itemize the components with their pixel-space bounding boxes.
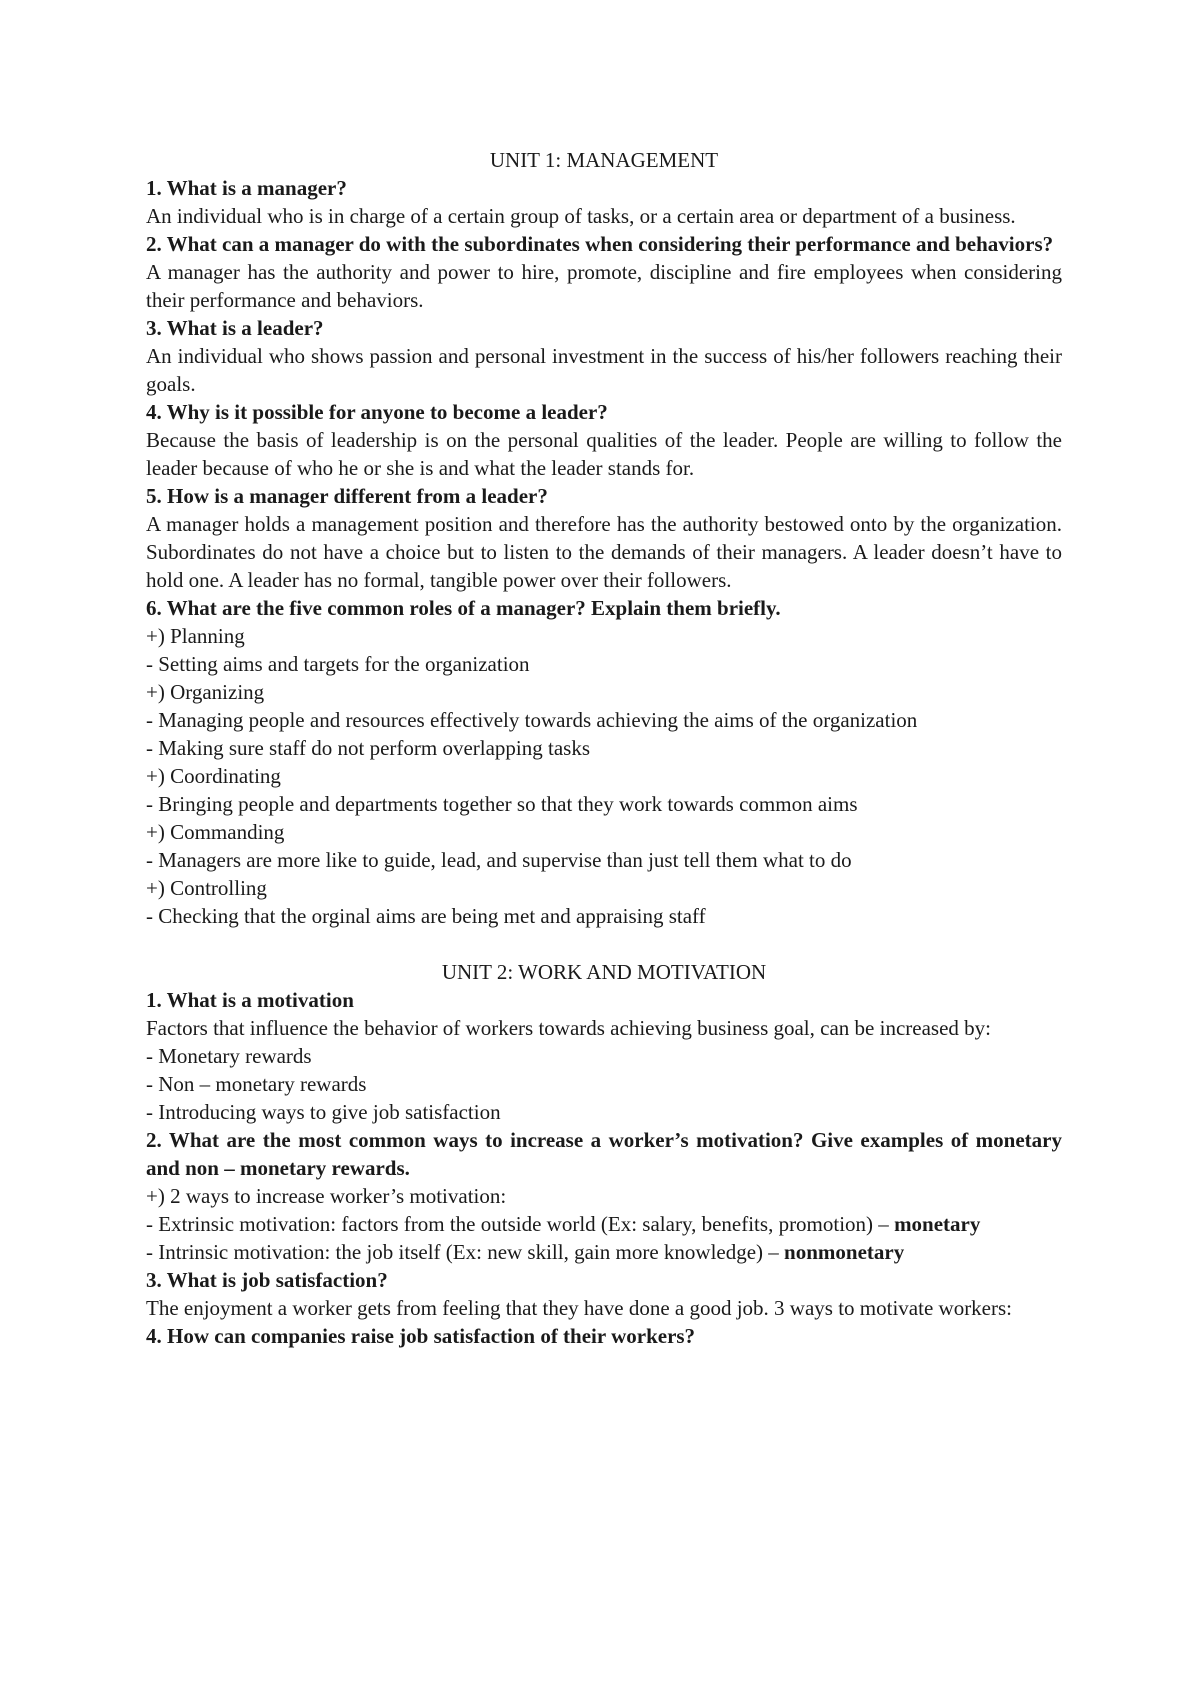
- unit-1-question-6: 6. What are the five common roles of a manager? Explain them briefly.: [146, 596, 781, 620]
- list-item: - Setting aims and targets for the organization: [146, 652, 530, 676]
- document-page: [146, 146, 1062, 1350]
- unit-1-answer-1: An individual who is in charge of a certain group of tasks, or a certain area or department of a business.: [146, 204, 1016, 228]
- list-item: +) Planning: [146, 624, 245, 648]
- intrinsic-label: nonmonetary: [784, 1240, 905, 1264]
- unit-1-title: UNIT 1: MANAGEMENT: [489, 148, 719, 172]
- unit-2-answer-2-extrinsic: [146, 1210, 1062, 1238]
- list-item: +) Organizing: [146, 680, 265, 704]
- list-item: - Bringing people and departments together so that they work towards common aims: [146, 792, 858, 816]
- intrinsic-text: - Intrinsic motivation: the job itself (Ex: new skill, gain more knowledge) –: [146, 1240, 779, 1264]
- unit-1-answer-4: Because the basis of leadership is on the personal qualities of the leader. People are willing to follow the leader because of who he or she is and what the leader stands for.: [146, 428, 1062, 480]
- unit-2-answer-1: Factors that influence the behavior of workers towards achieving business goal, can be increased by:: [146, 1016, 991, 1040]
- unit-2-question-1: 1. What is a motivation: [146, 988, 354, 1012]
- list-item: - Introducing ways to give job satisfaction: [146, 1100, 501, 1124]
- unit-2-answer-2-intro: +) 2 ways to increase worker’s motivation:: [146, 1184, 507, 1208]
- unit-1-question-5: 5. How is a manager different from a leader?: [146, 484, 548, 508]
- unit-2-question-3: 3. What is job satisfaction?: [146, 1268, 388, 1292]
- list-item: - Monetary rewards: [146, 1044, 312, 1068]
- extrinsic-label: monetary: [894, 1212, 981, 1236]
- unit-1-question-4: 4. Why is it possible for anyone to become a leader?: [146, 400, 608, 424]
- list-item: - Managers are more like to guide, lead, and supervise than just tell them what to do: [146, 848, 852, 872]
- list-item: - Non – monetary rewards: [146, 1072, 367, 1096]
- unit-2-question-4: 4. How can companies raise job satisfaction of their workers?: [146, 1324, 696, 1348]
- list-item: - Making sure staff do not perform overlapping tasks: [146, 736, 591, 760]
- unit-1-question-1: 1. What is a manager?: [146, 176, 347, 200]
- unit-2-title: UNIT 2: WORK AND MOTIVATION: [441, 960, 767, 984]
- list-item: - Managing people and resources effectively towards achieving the aims of the organization: [146, 708, 918, 732]
- unit-2-question-2: 2. What are the most common ways to increase a worker’s motivation? Give examples of monetary and non – monetary rewards.: [146, 1128, 1062, 1180]
- list-item: +) Coordinating: [146, 764, 281, 788]
- extrinsic-text: - Extrinsic motivation: factors from the outside world (Ex: salary, benefits, promotion) –: [146, 1212, 889, 1236]
- list-item: +) Commanding: [146, 820, 285, 844]
- motivation-factors-list: [146, 1042, 1062, 1126]
- list-item: - Checking that the orginal aims are being met and appraising staff: [146, 904, 706, 928]
- list-item: +) Controlling: [146, 876, 267, 900]
- unit-1-answer-5: A manager holds a management position and therefore has the authority bestowed onto by the organization. Subordinates do not have a choice but to listen to the demands of their managers. A leader doesn’t have to hold one. A leader has no formal, tangible power over their followers.: [146, 512, 1062, 592]
- section-spacer: [146, 930, 1062, 958]
- unit-2-answer-2-intrinsic: [146, 1238, 1062, 1266]
- unit-2-answer-3: The enjoyment a worker gets from feeling that they have done a good job. 3 ways to motivate workers:: [146, 1296, 1013, 1320]
- unit-1-question-2: 2. What can a manager do with the subordinates when considering their performance and behaviors?: [146, 232, 1054, 256]
- manager-roles-list: [146, 622, 1062, 930]
- unit-1-question-3: 3. What is a leader?: [146, 316, 324, 340]
- unit-1-answer-3: An individual who shows passion and personal investment in the success of his/her followers reaching their goals.: [146, 344, 1062, 396]
- unit-1-answer-2: A manager has the authority and power to hire, promote, discipline and fire employees when considering their performance and behaviors.: [146, 260, 1062, 312]
